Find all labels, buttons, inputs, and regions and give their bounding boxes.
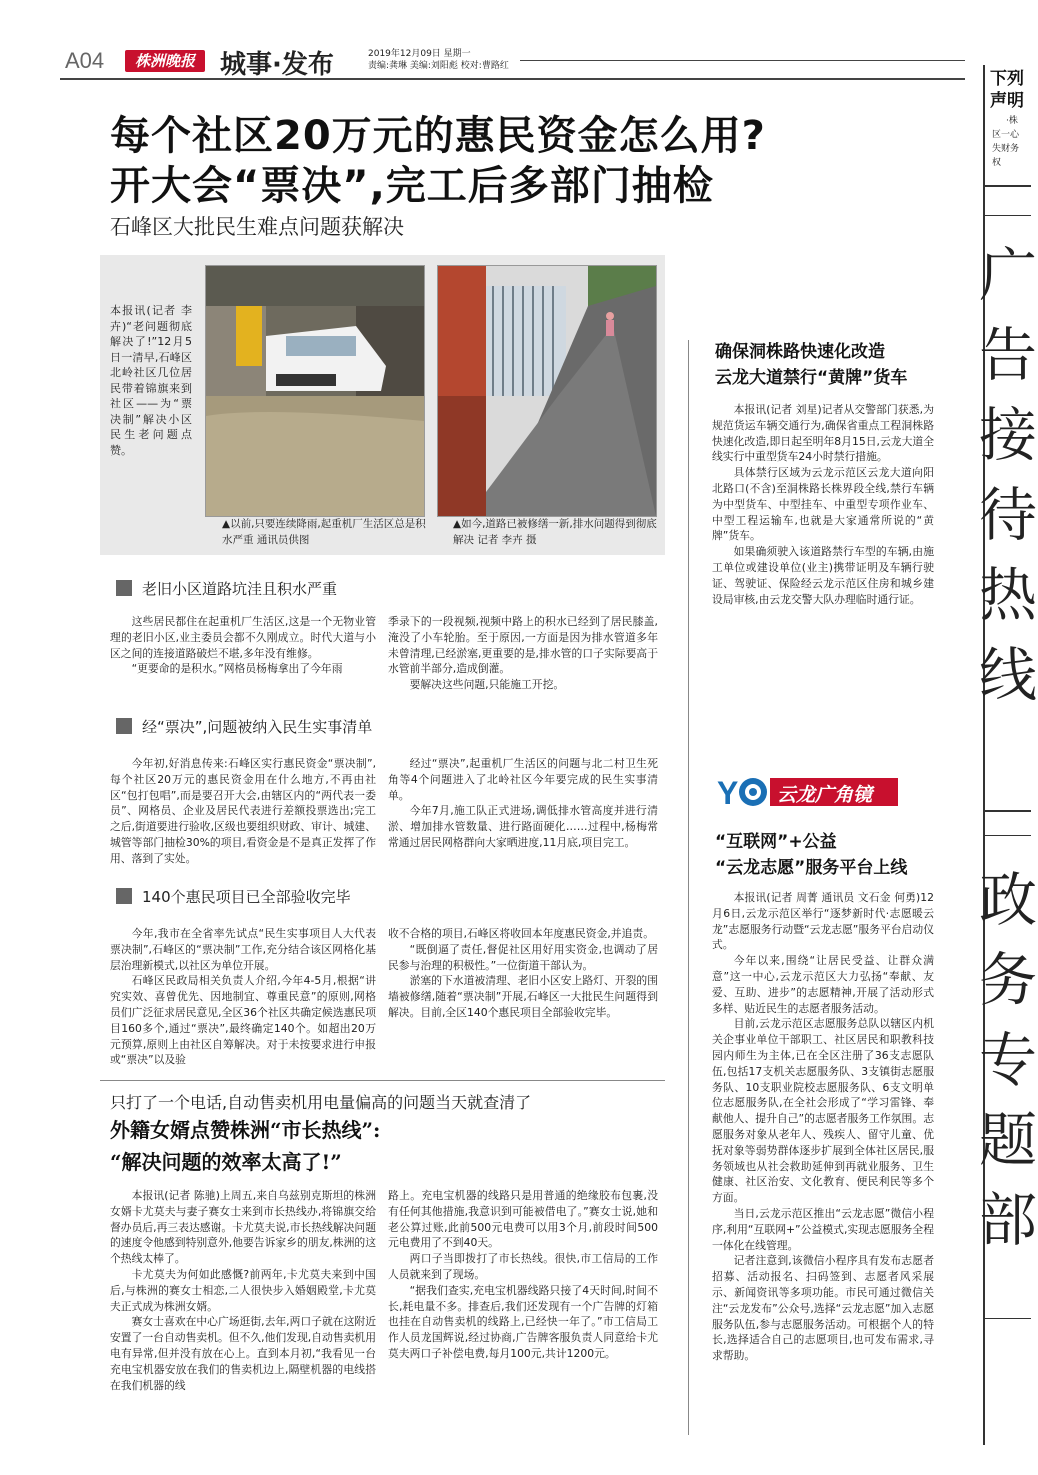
truck-headline-1: 确保洞株路快速化改造 [715, 342, 885, 362]
paragraph: 具体禁行区域为云龙示范区云龙大道向阳北路口(不含)至洞株路长株界段全线,禁行车辆为中型货车、中型挂车、中重型专项作业车、中型工程运输车,也就是大家通常所说的“黄牌”货车。 [712, 466, 934, 543]
strip-divider [983, 215, 1031, 216]
paragraph: 今年以来,围绕“让居民受益、让群众满意”这一中心,云龙示范区大力弘扬“奉献、友爱、互助、进步”的志愿精神,开展了活动形式多样、贴近民生的志愿者服务活动。 [712, 954, 934, 1015]
gov-char: 部 [978, 1186, 1037, 1254]
paragraph: 如果确须驶入该道路禁行车型的车辆,由施工单位或建设单位(业主)携带证明及车辆行驶证、驾驶证、保险经云龙示范区住房和城乡建设局审核,由云龙交警大队办理临时通行证。 [712, 545, 934, 606]
section1-col1 [110, 614, 376, 677]
divider [100, 1080, 665, 1081]
paragraph: 本报讯(记者 陈驰)上周五,来自乌兹别克斯坦的株洲女婿卡尤莫夫与妻子赛女士来到市长热线办,将锦旗交给督办员后,再三表达感谢。卡尤莫夫说,市长热线解决问题的速度令他感到特别意外,他要告诉家乡的朋友,株洲的这个热线太棒了。 [110, 1189, 376, 1266]
strip-divider [983, 185, 1031, 187]
paragraph: 今年,我市在全省率先试点“民生实事项目人大代表票决制”,石峰区的“票决制”工作,充分结合该区网格化基层治理新模式,以社区为单位开展。 [110, 927, 376, 972]
hotline-col2 [388, 1188, 658, 1362]
hotline-headline-1: 外籍女婿点赞株洲“市长热线”: [110, 1118, 381, 1142]
paragraph: 赛女士喜欢在中心广场逛街,去年,两口子就在这附近安置了一台自动售卖机。但不久,他们发现,自动售卖机用电有异常,但并没有放在心上。直到本月初,“我看见一台充电宝机器安放在我们的售卖机边上,隔壁机器的电线搭在我们机器的线 [110, 1315, 376, 1392]
hotline-kicker: 只打了一个电话,自动售卖机用电量偏高的问题当天就查清了 [110, 1093, 532, 1112]
paragraph: 卡尤莫夫为何如此感慨?前两年,卡尤莫夫来到中国后,与株洲的赛女士相恋,二人很快步入婚姻殿堂,卡尤莫夫正式成为株洲女婿。 [110, 1267, 376, 1313]
paragraph: 经过“票决”,起重机厂生活区的问题与北二村卫生死角等4个问题进入了北岭社区今年要完成的民生实事清单。 [388, 757, 658, 802]
date-line: 2019年12月09日 星期一 [368, 49, 471, 59]
paragraph: “据我们查实,充电宝机器线路只接了4天时间,时间不长,耗电量不多。排查后,我们还发现有一个广告牌的灯箱也挂在自动售卖机的线路上,已经快一年了。”市工信局工作人员龙国辉说,经过协商,广告牌客服负责人同意给卡尤莫夫两口子补偿电费,每月100元,共计1200元。 [388, 1283, 658, 1360]
newspaper-logo: 株洲晚报 [125, 50, 205, 72]
truck-body [712, 402, 934, 607]
paragraph: 淤塞的下水道被清理、老旧小区安上路灯、开裂的围墙被修缮,随着“票决制”开展,石峰区一大批民生问题得到解决。目前,全区140个惠民项目全部验收完毕。 [388, 974, 658, 1019]
notice-line: ·株 [1006, 116, 1018, 126]
ad-char: 广 [978, 241, 1037, 309]
paragraph: 要解决这些问题,只能施工开挖。 [409, 678, 565, 692]
section2-col1 [110, 756, 376, 867]
section1-col2 [388, 614, 658, 693]
strip-divider [983, 1318, 1031, 1319]
notice-line: 失财务 [992, 144, 1020, 154]
main-lead: 本报讯(记者 李卉)“老问题彻底解决了!”12月5日一清早,石峰区北岭社区几位居民带着锦旗来到社区——为“票决制”解决小区民生老问题点赞。 [110, 304, 192, 457]
section3-col1 [110, 926, 376, 1068]
svg-text:Y: Y [717, 775, 739, 811]
paragraph: 石峰区民政局相关负责人介绍,今年4-5月,根据“讲究实效、喜曾优先、因地制宜、尊重民意”的原则,网格员们广泛征求居民意见,全区36个社区共确定候选惠民项目160多个,通过“票决”,最终确定140个。如超出20万元预算,原则上由社区自筹解决。对于未按要求进行申报或“票决”以及验 [110, 974, 376, 1067]
editor-line: 责编:龚琳 美编:刘阳彪 校对:曹路红 [368, 61, 509, 71]
column-badge [715, 775, 900, 809]
section2-col2 [388, 756, 658, 851]
photo-repaired-road [437, 265, 657, 517]
paragraph: 记者注意到,该微信小程序具有发布志愿者招募、活动报名、扫码签到、志愿者风采展示、新闻资讯等多项功能。市民可通过微信关注“云龙发布”公众号,选择“云龙志愿”加入志愿服务队伍,参与志愿服务活动。可根据个人的特长,选择适合自己的志愿项目,也可发布需求,寻求帮助。 [712, 1254, 934, 1363]
hotline-col1 [110, 1188, 376, 1393]
main-headline-1: 每个社区20万元的惠民资金怎么用? [110, 113, 766, 159]
column-badge-label: 云龙广角镜 [777, 784, 873, 806]
main-subhead: 石峰区大批民生难点问题获解决 [110, 215, 404, 239]
section3-col2 [388, 926, 658, 1021]
gov-affairs-vertical [978, 860, 1038, 1260]
paragraph: 今年7月,施工队正式进场,调低排水管高度并进行清淤、增加排水管数量、进行路面硬化……过程中,杨梅常常通过居民网格群向大家晒进度,11月底,项目完工。 [388, 804, 658, 849]
page-number: A04 [65, 48, 105, 73]
paragraph: 当日,云龙示范区推出“云龙志愿”微信小程序,利用“互联网+”公益模式,实现志愿服务全程一体化在线管理。 [712, 1206, 934, 1252]
paragraph: “既倒逼了责任,督促社区用好用实资金,也调动了居民参与治理的积极性。”一位街道干部认为。 [388, 942, 658, 972]
paragraph: 季录下的一段视频,视频中路上的积水已经到了居民膝盖,淹没了小车轮胎。至于原因,一方面是因为排水管道多年未曾清理,已经淤塞,更重要的是,排水管的口子实际要高于水管前半部分,造成倒灌。 [388, 615, 658, 676]
paragraph: “更要命的是积水。”网格员杨梅拿出了今年雨 [131, 662, 343, 676]
header-meta [368, 48, 509, 72]
photo2-caption: ▲如今,道路已被修缮一新,排水问题得到彻底解决 记者 李卉 摄 [453, 518, 657, 546]
ad-char: 告 [978, 321, 1037, 389]
photo1-caption: ▲以前,只要连续降雨,起重机厂生活区总是积水严重 通讯员供图 [222, 518, 426, 546]
gov-char: 专 [978, 1026, 1037, 1094]
photo-flooded-street [205, 265, 425, 517]
section-title: 城事·发布 [220, 50, 334, 80]
gov-char: 题 [978, 1106, 1037, 1174]
gov-char: 务 [978, 946, 1037, 1014]
notice-line: 权 [992, 158, 1002, 168]
main-headline-2: 开大会“票决”,完工后多部门抽检 [110, 163, 714, 209]
notice-title-line: 声明 [990, 91, 1024, 111]
paragraph: 目前,云龙示范区志愿服务总队以辖区内机关企事业单位干部职工、社区居民和职教科技园内师生为主体,已在全区注册了36支志愿队伍,包括17支机关志愿服务队、3支镇街志愿服务队、10支职业院校志愿服务队、6支文明单位志愿服务队,在全社会形成了“学习雷锋、奉献他人、提升自己”的志愿者服务工作氛围。志愿服务对象从老年人、残疾人、留守儿童、优抚对象等弱势群体逐步扩展到全体社区居民,服务领域也从社会救助延伸到再就业服务、卫生健康、社区治安、文化教育、便民利民等多个方面。 [712, 1017, 934, 1205]
paragraph: 路上。充电宝机器的线路只是用普通的绝缘胶布包裹,没有任何其他措施,我意识到可能被借电了。”赛女士说,她和老公算过账,此前500元电费可以用3个月,前段时间500元电费用了不到40天。 [388, 1189, 658, 1250]
ad-char: 线 [978, 641, 1037, 709]
paragraph: 两口子当即拨打了市长热线。很快,市工信局的工作人员就来到了现场。 [388, 1252, 658, 1281]
volunteer-headline-1: “互联网”+公益 [715, 832, 837, 852]
hotline-headline-2: “解决问题的效率太高了!” [110, 1150, 342, 1174]
ad-char: 接 [978, 401, 1037, 469]
volunteer-body [712, 890, 934, 1364]
truck-headline-2: 云龙大道禁行“黄牌”货车 [715, 368, 908, 388]
header-rule [60, 78, 965, 80]
gov-char: 政 [978, 866, 1037, 934]
section3-title: 140个惠民项目已全部验收完毕 [116, 886, 351, 907]
ad-char: 热 [978, 561, 1037, 629]
strip-divider [983, 835, 1031, 836]
notice-text [992, 114, 1019, 170]
paragraph: 本报讯(记者 刘星)记者从交警部门获悉,为规范货运车辆交通行为,确保省重点工程洞株路快速化改造,即日起至明年8月15日,云龙大道全线实行中重型货车24小时禁行措施。 [712, 403, 934, 464]
section2-title: 经“票决”,问题被纳入民生实事清单 [116, 716, 372, 737]
volunteer-headline-2: “云龙志愿”服务平台上线 [715, 858, 908, 878]
paragraph: 收不合格的项目,石峰区将收回本年度惠民资金,并追责。 [388, 927, 654, 940]
header-rule-thin [520, 60, 965, 61]
ad-char: 待 [978, 481, 1037, 549]
strip-divider [983, 810, 1031, 812]
paragraph: 这些居民都住在起重机厂生活区,这是一个无物业管理的老旧小区,业主委员会都不久刚成立。时代大道与小区之间的连接道路破烂不堪,多年没有维修。 [110, 615, 376, 660]
notice-title-line: 下列 [990, 69, 1024, 89]
column-divider [688, 340, 689, 1435]
notice-title [990, 68, 1024, 112]
section1-title: 老旧小区道路坑洼且积水严重 [116, 578, 337, 599]
notice-line: 区一心 [992, 130, 1020, 140]
paragraph: 今年初,好消息传来:石峰区实行惠民资金“票决制”,每个社区20万元的惠民资金用在什么地方,不再由社区“包打包唱”,而是要召开大会,由辖区内的“两代表一委员”、网格员、企业及居民代表进行差额投票选出;完工之后,街道要进行验收,区级也要组织财政、审计、城建、城管等部门抽检30%的项目,看资金是不是真正发挥了作用、落到了实处。 [110, 757, 376, 865]
paragraph: 本报讯(记者 周菁 通讯员 文石金 何勇)12月6日,云龙示范区举行“逐梦新时代·志愿暖云龙”志愿服务行动暨“云龙志愿”服务平台启动仪式。 [712, 891, 934, 952]
ad-hotline-vertical [978, 235, 1038, 715]
